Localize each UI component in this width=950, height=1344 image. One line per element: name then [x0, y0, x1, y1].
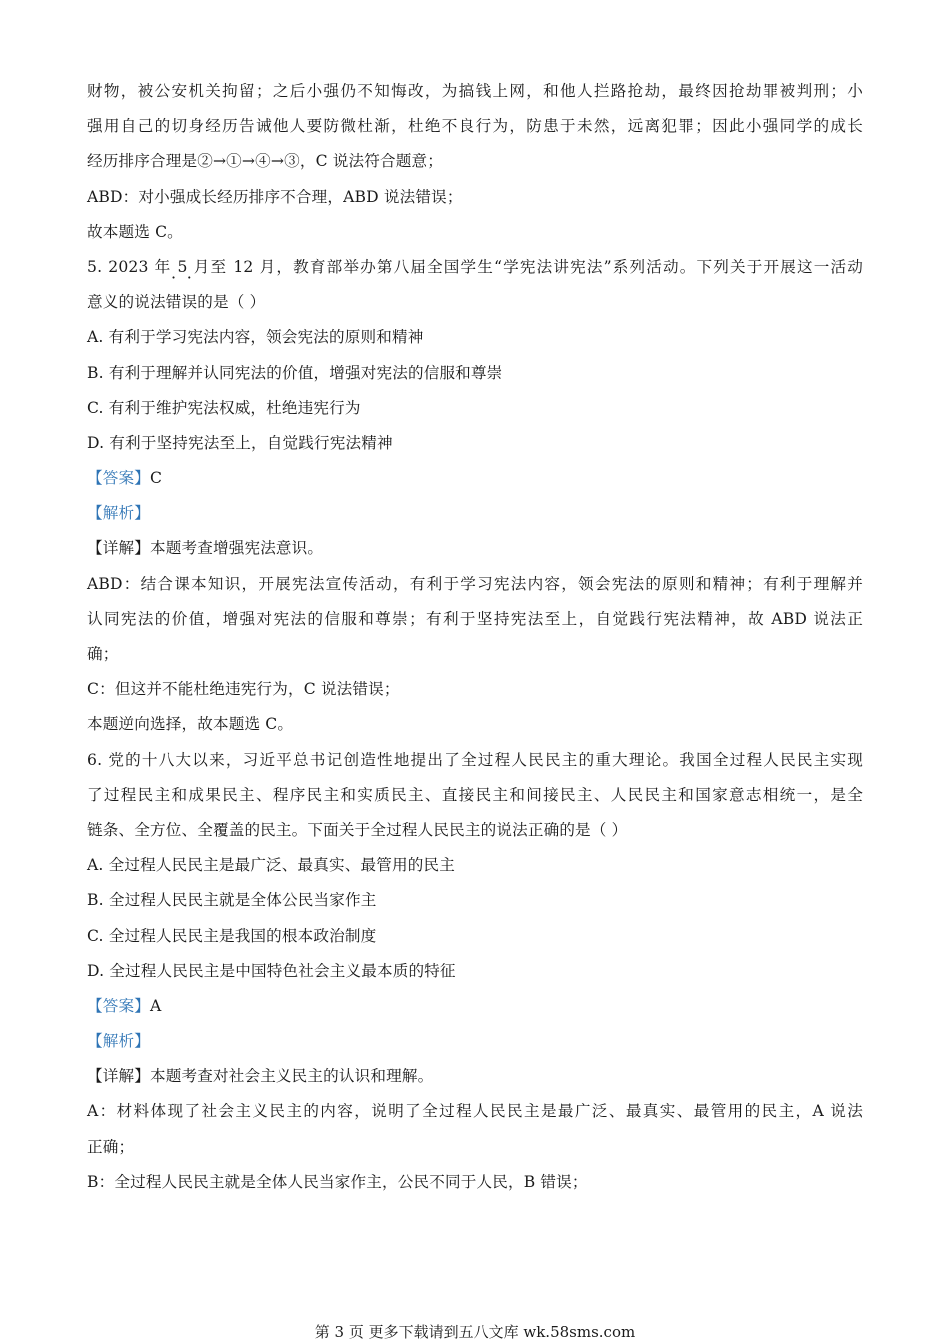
detail-line: C：但这并不能杜绝违宪行为，C 说法错误； [87, 680, 400, 699]
analysis-tag: 【解析】 [87, 504, 150, 523]
answer-value: C [149, 469, 163, 488]
detail-line: 确； [87, 645, 119, 663]
detail-tag: 【详解】 [87, 539, 150, 558]
page-footer: 第 3 页 更多下载请到五八文库 wk.58sms.com [314, 1323, 636, 1341]
stem-text: 的是（ ） [197, 293, 266, 312]
stem-text: 意义的说法 [87, 293, 166, 312]
detail-intro: 本题考查对社会主义民主的认识和理解。 [149, 1067, 434, 1086]
prev-answer-line: 故本题选 C。 [87, 222, 183, 241]
question-5-answer [87, 461, 863, 496]
question-6-stem: 链条、全方位、全覆盖的民主。下面关于全过程人民民主的说法正确的是（ ） [87, 820, 628, 839]
answer-tag: 【答案】 [87, 996, 150, 1015]
answer-tag: 【答案】 [87, 469, 150, 488]
question-6-detail [87, 1059, 863, 1094]
detail-line: 正确； [87, 1137, 135, 1156]
detail-tag: 【详解】 [87, 1067, 150, 1086]
question-6-option-b: B. 全过程人民民主就是全体公民当家作主 [87, 891, 377, 910]
detail-line: 本题逆向选择，故本题选 C。 [87, 715, 294, 734]
answer-value: A [149, 996, 162, 1015]
prev-answer-line: 财物，被公安机关拘留；之后小强仍不知悔改，为搞钱上网，和他人拦路抢劫，最终因抢劫罪被判刑；小 [87, 82, 863, 100]
detail-line: 认同宪法的价值，增强对宪法的信服和尊崇；有利于坚持宪法至上，自觉践行宪法精神，故 ABD 说法正 [87, 609, 863, 628]
prev-answer-line: 经历排序合理是②→①→④→③，C 说法符合题意； [87, 152, 443, 171]
detail-line: ABD：结合课本知识，开展宪法宣传活动，有利于学习宪法内容，领会宪法的原则和精神；有利于理解并 [87, 574, 863, 593]
question-6-option-a: A. 全过程人民民主是最广泛、最真实、最管用的民主 [87, 856, 455, 875]
prev-answer-line: 强用自己的切身经历告诫他人要防微杜渐，杜绝不良行为，防患于未然，远离犯罪；因此小强同学的成长 [87, 117, 863, 136]
detail-line: A：材料体现了社会主义民主的内容，说明了全过程人民民主是最广泛、最真实、最管用的民主，A 说法 [87, 1102, 863, 1121]
question-6-option-d: D. 全过程人民民主是中国特色社会主义最本质的特征 [87, 961, 456, 980]
question-6-analysis [87, 1024, 863, 1059]
question-5-stem-cont [87, 285, 863, 320]
question-6-answer [87, 989, 863, 1024]
emphasis-char: 误 [181, 293, 198, 312]
question-5-analysis [87, 496, 863, 531]
question-6-stem: 6. 党的十八大以来，习近平总书记创造性地提出了全过程人民民主的重大理论。我国全过程人民民主实现 [87, 750, 863, 769]
emphasis-char: 错 [165, 293, 182, 312]
detail-line: B：全过程人民民主就是全体人民当家作主，公民不同于人民，B 错误； [87, 1172, 588, 1191]
question-5-stem: 5. 2023 年 5 月至 12 月，教育部举办第八届全国学生“学宪法讲宪法”系列活动。下列关于开展这一活动 [87, 257, 863, 276]
analysis-tag: 【解析】 [87, 1032, 150, 1051]
prev-answer-line: ABD：对小强成长经历排序不合理，ABD 说法错误； [87, 187, 463, 206]
question-5-detail [87, 531, 863, 566]
document-body [87, 74, 863, 1200]
question-5-option-a: A. 有利于学习宪法内容，领会宪法的原则和精神 [87, 328, 424, 347]
question-6-option-c: C. 全过程人民民主是我国的根本政治制度 [87, 926, 377, 945]
question-5-option-b: B. 有利于理解并认同宪法的价值，增强对宪法的信服和尊崇 [87, 363, 503, 382]
question-5-option-c: C. 有利于维护宪法权威，杜绝违宪行为 [87, 398, 361, 417]
question-6-stem: 了过程民主和成果民主、程序民主和实质民主、直接民主和间接民主、人民民主和国家意志相统一，是全 [87, 785, 863, 804]
question-5-option-d: D. 有利于坚持宪法至上，自觉践行宪法精神 [87, 433, 393, 452]
detail-intro: 本题考查增强宪法意识。 [149, 539, 324, 558]
